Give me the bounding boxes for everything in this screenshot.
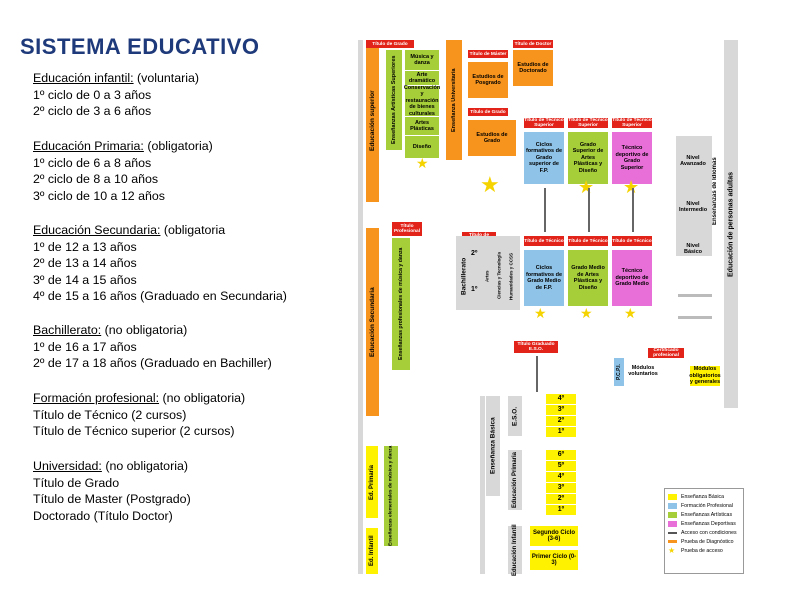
connector-line — [544, 188, 546, 232]
prueba-acceso-icon: ★ — [534, 305, 547, 321]
ens-prof-musica-label: Enseñanzas profesionales de música y danza — [392, 238, 410, 370]
page-title: SISTEMA EDUCATIVO — [20, 34, 260, 59]
titulo-tec-sup-tag: Título de Técnico Superior — [612, 118, 652, 128]
artes-box: Artes Plásticas — [405, 117, 439, 135]
titulo-tec-sup-tag: Título de Técnico Superior — [524, 118, 564, 128]
legend-label: Enseñanzas Artísticas — [681, 511, 733, 518]
prueba-acceso-icon: ★ — [416, 155, 429, 171]
legend-swatch — [668, 494, 677, 500]
primaria-year: 1º — [546, 505, 576, 515]
estudios-posgrado-box: Estudios de Posgrado — [468, 62, 508, 98]
section-line: Título de Grado — [33, 475, 120, 490]
modulos-oblig: Módulos obligatorios y generales — [689, 366, 721, 386]
section-note: (voluntaria) — [133, 71, 199, 85]
titulo-tecnico-tag: Título de Técnico — [524, 236, 564, 246]
legend-label: Prueba de acceso — [681, 547, 723, 554]
primaria-year: 2º — [546, 494, 576, 504]
ed-primaria-side: Ed. Primaria — [366, 446, 378, 518]
cert-prof-tag: Certificado profesional — [648, 348, 684, 358]
ens-artisticas-sup-label: Enseñanzas Artísticas Superiores — [386, 50, 402, 150]
bach-col: Artes — [484, 270, 490, 282]
titulo-grado-tag: Título de Grado — [468, 108, 508, 116]
connector-line — [632, 188, 634, 232]
ens-basica-label: Enseñanza Básica — [486, 396, 500, 496]
legend-label: Prueba de Diagnóstico — [681, 538, 734, 545]
bach-col: Ciencias y Tecnología — [496, 252, 502, 300]
ens-elem-musica-label: Enseñanzas elementales de música y danza — [384, 446, 398, 546]
section-primaria — [33, 138, 213, 204]
section-note: (obligatoria) — [143, 139, 213, 153]
section-line: 2º ciclo de 3 a 6 años — [33, 104, 152, 118]
section-note: (no obligatoria) — [159, 391, 246, 405]
grado-sup-artes-box: Grado Superior de Artes Plásticas y Diseño — [568, 132, 608, 184]
section-note: (no obligatoria) — [101, 459, 188, 473]
bach-col: Humanidades y CCSS — [508, 252, 514, 300]
section-heading: Bachillerato: — [33, 323, 102, 337]
ens-universitaria-label: Enseñanza Universitaria — [446, 40, 462, 160]
section-line: 1º ciclo de 6 a 8 años — [33, 155, 152, 170]
titulo-master-tag: Título de Máster — [469, 51, 507, 57]
arrow-icon — [668, 540, 677, 543]
bach-year: 2º — [471, 250, 478, 257]
section-line: Título de Master (Postgrado) — [33, 492, 191, 506]
legend-item — [668, 546, 740, 555]
titulo-graduado-eso-tag: Título Graduado E.S.O. — [514, 341, 558, 353]
section-heading: Educación Primaria: — [33, 139, 144, 153]
ed-infantil-label: Educación Infantil — [508, 526, 522, 574]
estudios-grado-box: Estudios de Grado — [468, 120, 516, 156]
prueba-acceso-icon: ★ — [580, 305, 593, 321]
grado-medio-artes-box: Grado Medio de Artes Plásticas y Diseño — [568, 250, 608, 306]
titulo-profesional-tag: Título Profesional — [393, 224, 421, 234]
prueba-acceso-icon: ★ — [578, 177, 595, 197]
legend-item — [668, 537, 740, 546]
connector-line — [678, 316, 712, 319]
artes-box: Conservación y restauración de bienes culturales — [403, 84, 441, 117]
tec-dep-sup-box: Técnico deportivo de Grado Superior — [612, 132, 652, 184]
artes-box: Música y danza — [405, 50, 439, 70]
section-universidad — [33, 458, 191, 524]
section-heading: Educación Secundaria: — [33, 223, 161, 237]
legend-label: Acceso con condiciones — [681, 529, 737, 536]
primaria-year: 3º — [546, 483, 576, 493]
star-icon: ★ — [668, 545, 676, 555]
titulo-tecnico-tag: Título de Técnico — [612, 236, 652, 246]
section-line: 3º de 14 a 15 años — [33, 272, 137, 287]
nivel-intermedio: Nivel Intermedio — [678, 200, 708, 213]
eso-year: 1º — [546, 427, 576, 437]
primaria-year: 5º — [546, 461, 576, 471]
section-line: Título de Técnico (2 cursos) — [33, 407, 187, 422]
eso-year: 4º — [546, 394, 576, 404]
section-line: 2º ciclo de 8 a 10 años — [33, 172, 159, 186]
prueba-acceso-icon: ★ — [480, 172, 500, 197]
idiomas-label: Enseñanzas de Idiomas — [712, 157, 718, 225]
legend-item — [668, 510, 740, 519]
connector-line — [588, 188, 590, 232]
titulo-tec-sup-tag: Título de Técnico Superior — [568, 118, 608, 128]
section-heading: Universidad: — [33, 459, 102, 473]
prueba-acceso-icon: ★ — [623, 177, 640, 197]
section-line: 1º de 12 a 13 años — [33, 239, 137, 254]
legend-label: Enseñanzas Deportivas — [681, 520, 736, 527]
connector-line — [536, 356, 538, 392]
primaria-year: 4º — [546, 472, 576, 482]
bach-year: 1º — [471, 286, 478, 293]
nivel-basico: Nivel Básico — [683, 242, 703, 255]
arrow-icon — [668, 532, 677, 534]
bachillerato-label: Bachillerato — [460, 257, 468, 295]
eso-year: 2º — [546, 416, 576, 426]
section-line: Título de Técnico superior (2 cursos) — [33, 424, 235, 438]
education-system-diagram — [358, 36, 752, 578]
artes-box: Arte dramático — [405, 71, 439, 85]
tec-dep-medio-box: Técnico deportivo de Grado Medio — [612, 250, 652, 306]
section-note: (obligatoria — [160, 223, 226, 237]
modulos-vol: Módulos voluntarios — [628, 364, 658, 377]
titulo-doctor-tag: Título de Doctor — [514, 41, 552, 47]
diagram-side-bar — [358, 40, 363, 574]
estudios-doctorado-box: Estudios de Doctorado — [513, 50, 553, 86]
pcpi-label: P.C.P.I. — [614, 358, 624, 386]
ed-superior-label: Educación superior — [366, 40, 379, 202]
ciclos-sup-box: Ciclos formativos de Grado superior de F.P. — [524, 132, 564, 184]
section-line: 2º de 17 a 18 años (Graduado en Bachiller) — [33, 356, 272, 370]
legend — [664, 488, 744, 574]
legend-item — [668, 501, 740, 510]
section-infantil — [33, 70, 199, 120]
ciclos-medio-box: Ciclos formativos de Grado Medio de F.P. — [524, 250, 564, 306]
segundo-ciclo-box: Segundo Ciclo (3-6) — [530, 526, 578, 546]
legend-item — [668, 528, 740, 537]
eso-label: E.S.O. — [508, 396, 522, 436]
section-line: 1º ciclo de 0 a 3 años — [33, 87, 152, 102]
ed-secundaria-label: Educación Secundaria — [366, 228, 379, 416]
legend-swatch — [668, 521, 677, 527]
titulo-tecnico-tag: Título de Técnico — [568, 236, 608, 246]
section-line: 2º de 13 a 14 años — [33, 256, 137, 270]
artes-box: Diseño — [405, 136, 439, 158]
section-line: Doctorado (Título Doctor) — [33, 508, 173, 523]
section-line: 1º de 16 a 17 años — [33, 339, 137, 354]
section-line: 4º de 15 a 16 años (Graduado en Secundaria) — [33, 289, 287, 303]
legend-item — [668, 519, 740, 528]
nivel-avanzado: Nivel Avanzado — [680, 154, 706, 167]
legend-item — [668, 492, 740, 501]
ed-infantil-side: Ed. Infantil — [366, 528, 378, 574]
section-fp — [33, 390, 245, 440]
section-secundaria — [33, 222, 287, 305]
connector-line — [678, 294, 712, 297]
section-bachillerato — [33, 322, 272, 372]
primer-ciclo-box: Primer Ciclo (0-3) — [530, 550, 578, 570]
section-heading: Formación profesional: — [33, 391, 160, 405]
legend-swatch — [668, 503, 677, 509]
ed-primaria-label: Educación Primaria — [508, 450, 522, 510]
legend-label: Formación Profesional — [681, 502, 733, 509]
adultos-label: Educación de personas adultas — [724, 40, 738, 408]
primaria-year: 6º — [546, 450, 576, 460]
legend-swatch — [668, 512, 677, 518]
prueba-acceso-icon: ★ — [624, 305, 637, 321]
titulo-tag: Título de Grado — [366, 40, 414, 48]
eso-year: 3º — [546, 405, 576, 415]
section-line: 3º ciclo de 10 a 12 años — [33, 188, 165, 203]
section-note: (no obligatoria) — [101, 323, 188, 337]
diagram-side-bar — [480, 396, 485, 574]
legend-label: Enseñanza Básica — [681, 493, 724, 500]
section-heading: Educación infantil: — [33, 71, 134, 85]
